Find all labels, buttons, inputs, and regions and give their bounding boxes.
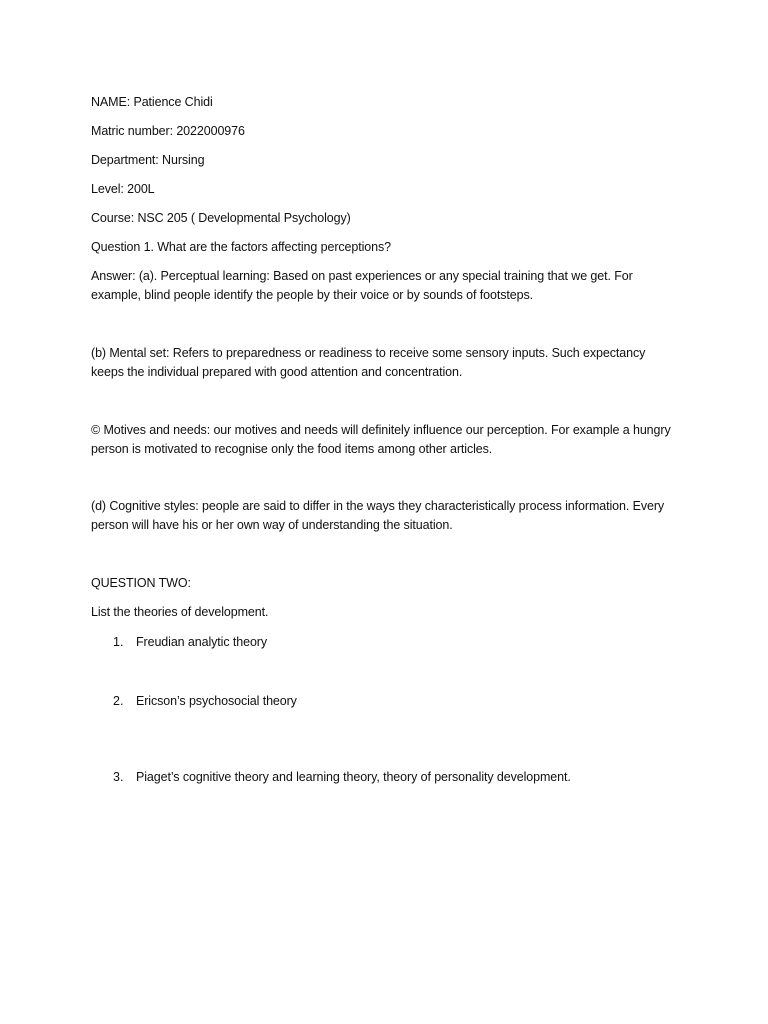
answer-d: (d) Cognitive styles: people are said to differ in the ways they characteristically process information. Every person will have his or her own way of understanding the situation. (91, 499, 665, 532)
matric-number: Matric number: 2022000976 (91, 124, 245, 138)
list-item: Ericson’s psychosocial theory (136, 694, 297, 708)
list-item-number: 1. (113, 635, 124, 649)
question-two-heading: QUESTION TWO: (91, 576, 191, 590)
answer-b: (b) Mental set: Refers to preparedness or readiness to receive some sensory inputs. Such expectancy keeps the individual prepared with good attention and concentration. (91, 346, 646, 379)
list-item: Piaget’s cognitive theory and learning theory, theory of personality development. (136, 770, 571, 784)
question-one: Question 1. What are the factors affecting perceptions? (91, 240, 391, 254)
level: Level: 200L (91, 182, 155, 196)
answer-a: Answer: (a). Perceptual learning: Based on past experiences or any special training that we get. For example, blind people identify the people by their voice or by sounds of footsteps. (91, 269, 633, 302)
answer-c: © Motives and needs: our motives and needs will definitely influence our perception. For example a hungry person is motivated to recognise only the food items among other articles. (91, 423, 671, 456)
question-two-prompt: List the theories of development. (91, 605, 269, 619)
list-item-number: 2. (113, 694, 124, 708)
student-name: NAME: Patience Chidi (91, 95, 213, 109)
list-item: Freudian analytic theory (136, 635, 268, 649)
list-item-number: 3. (113, 770, 124, 784)
department: Department: Nursing (91, 153, 205, 167)
course: Course: NSC 205 ( Developmental Psychology) (91, 211, 351, 225)
